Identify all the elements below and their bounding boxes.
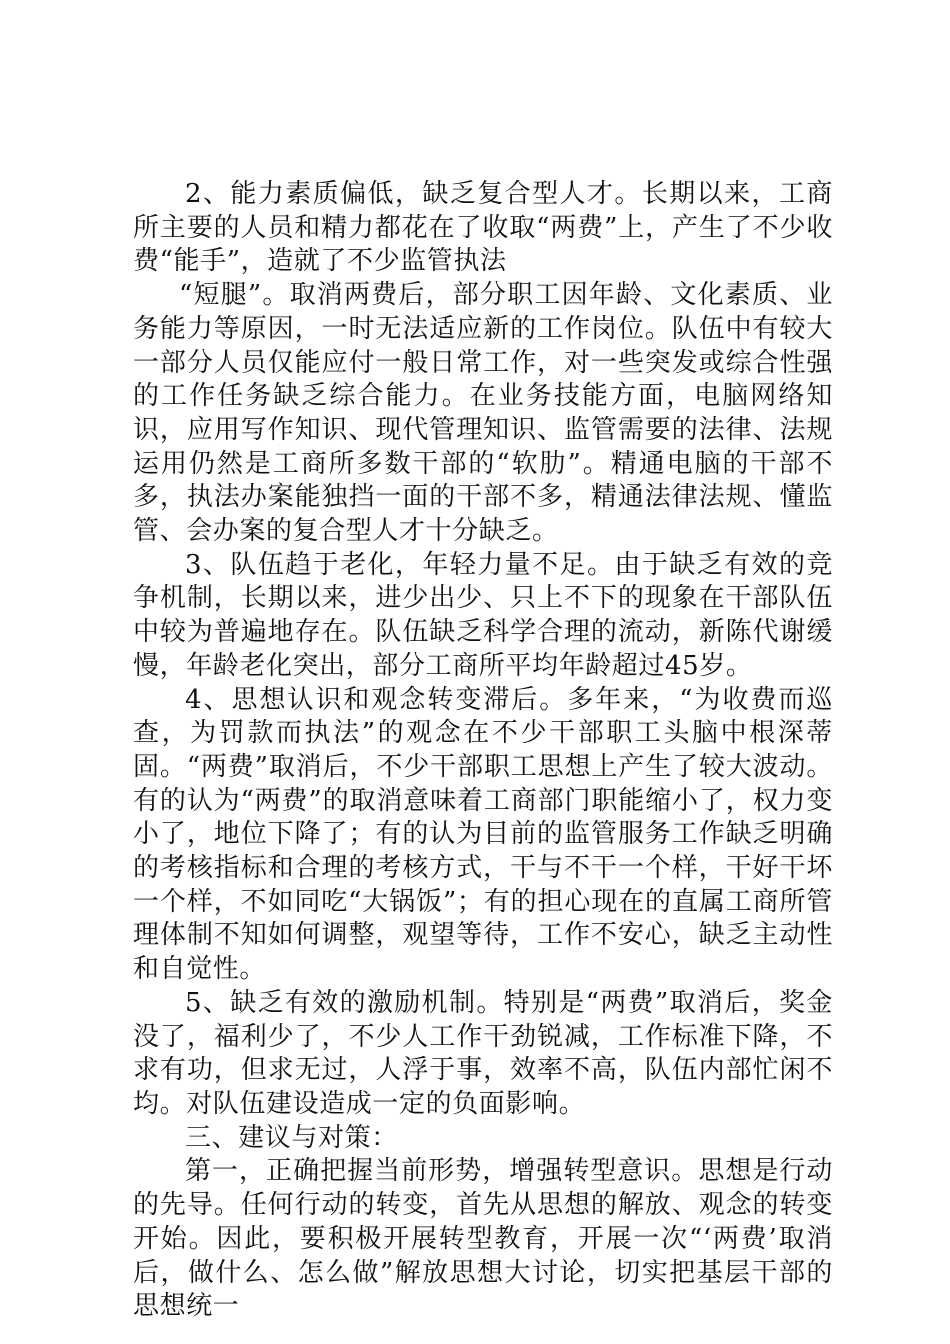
paragraph-ability-quality: 2、能力素质偏低，缺乏复合型人才。长期以来，工商所主要的人员和精力都花在了收取“两费”上，产生了不少收费“能手”，造就了不少监管执法 bbox=[133, 179, 833, 277]
document-body bbox=[133, 178, 833, 1324]
paragraph-first-suggestion: 第一，正确把握当前形势，增强转型意识。思想是行动的先导。任何行动的转变，首先从思想的解放、观念的转变开始。因此，要积极开展转型教育，开展一次“‘两费’取消后，做什么、怎么做”解放思想大讨论，切实把基层干部的思想统一 bbox=[133, 1156, 833, 1322]
paragraph-incentive-mechanism: 5、缺乏有效的激励机制。特别是“两费”取消后，奖金没了，福利少了，不少人工作干劲锐减，工作标准下降，不求有功，但求无过，人浮于事，效率不高，队伍内部忙闲不均。对队伍建设造成一定的负面影响。 bbox=[133, 987, 833, 1119]
section-heading-suggestions: 三、建议与对策： bbox=[185, 1122, 398, 1153]
paragraph-thinking-lag: 4、思想认识和观念转变滞后。多年来，“为收费而巡查，为罚款而执法”的观念在不少干部职工头脑中根深蒂固。“两费”取消后，不少干部职工思想上产生了较大波动。有的认为“两费”的取消意味着工商部门职能缩小了，权力变小了，地位下降了；有的认为目前的监管服务工作缺乏明确的考核指标和合理的考核方式，干与不干一个样，干好干坏一个样，不如同吃“大锅饭”；有的担心现在的直属工商所管理体制不知如何调整，观望等待，工作不安心，缺乏主动性和自觉性。 bbox=[133, 684, 833, 985]
paragraph-short-legs: “短腿”。取消两费后，部分职工因年龄、文化素质、业务能力等原因，一时无法适应新的工作岗位。队伍中有较大一部分人员仅能应付一般日常工作，对一些突发或综合性强的工作任务缺乏综合能力。在业务技能方面，电脑网络知识，应用写作知识、现代管理知识、监管需要的法律、法规运用仍然是工商所多数干部的“软肋”。精通电脑的干部不多，执法办案能独挡一面的干部不多，精通法律法规、懂监管、会办案的复合型人才十分缺乏。 bbox=[133, 280, 833, 547]
paragraph-team-aging: 3、队伍趋于老化，年轻力量不足。由于缺乏有效的竞争机制，长期以来，进少出少、只上不下的现象在干部队伍中较为普遍地存在。队伍缺乏科学合理的流动，新陈代谢缓慢，年龄老化突出，部分工商所平均年龄超过45岁。 bbox=[133, 549, 833, 681]
